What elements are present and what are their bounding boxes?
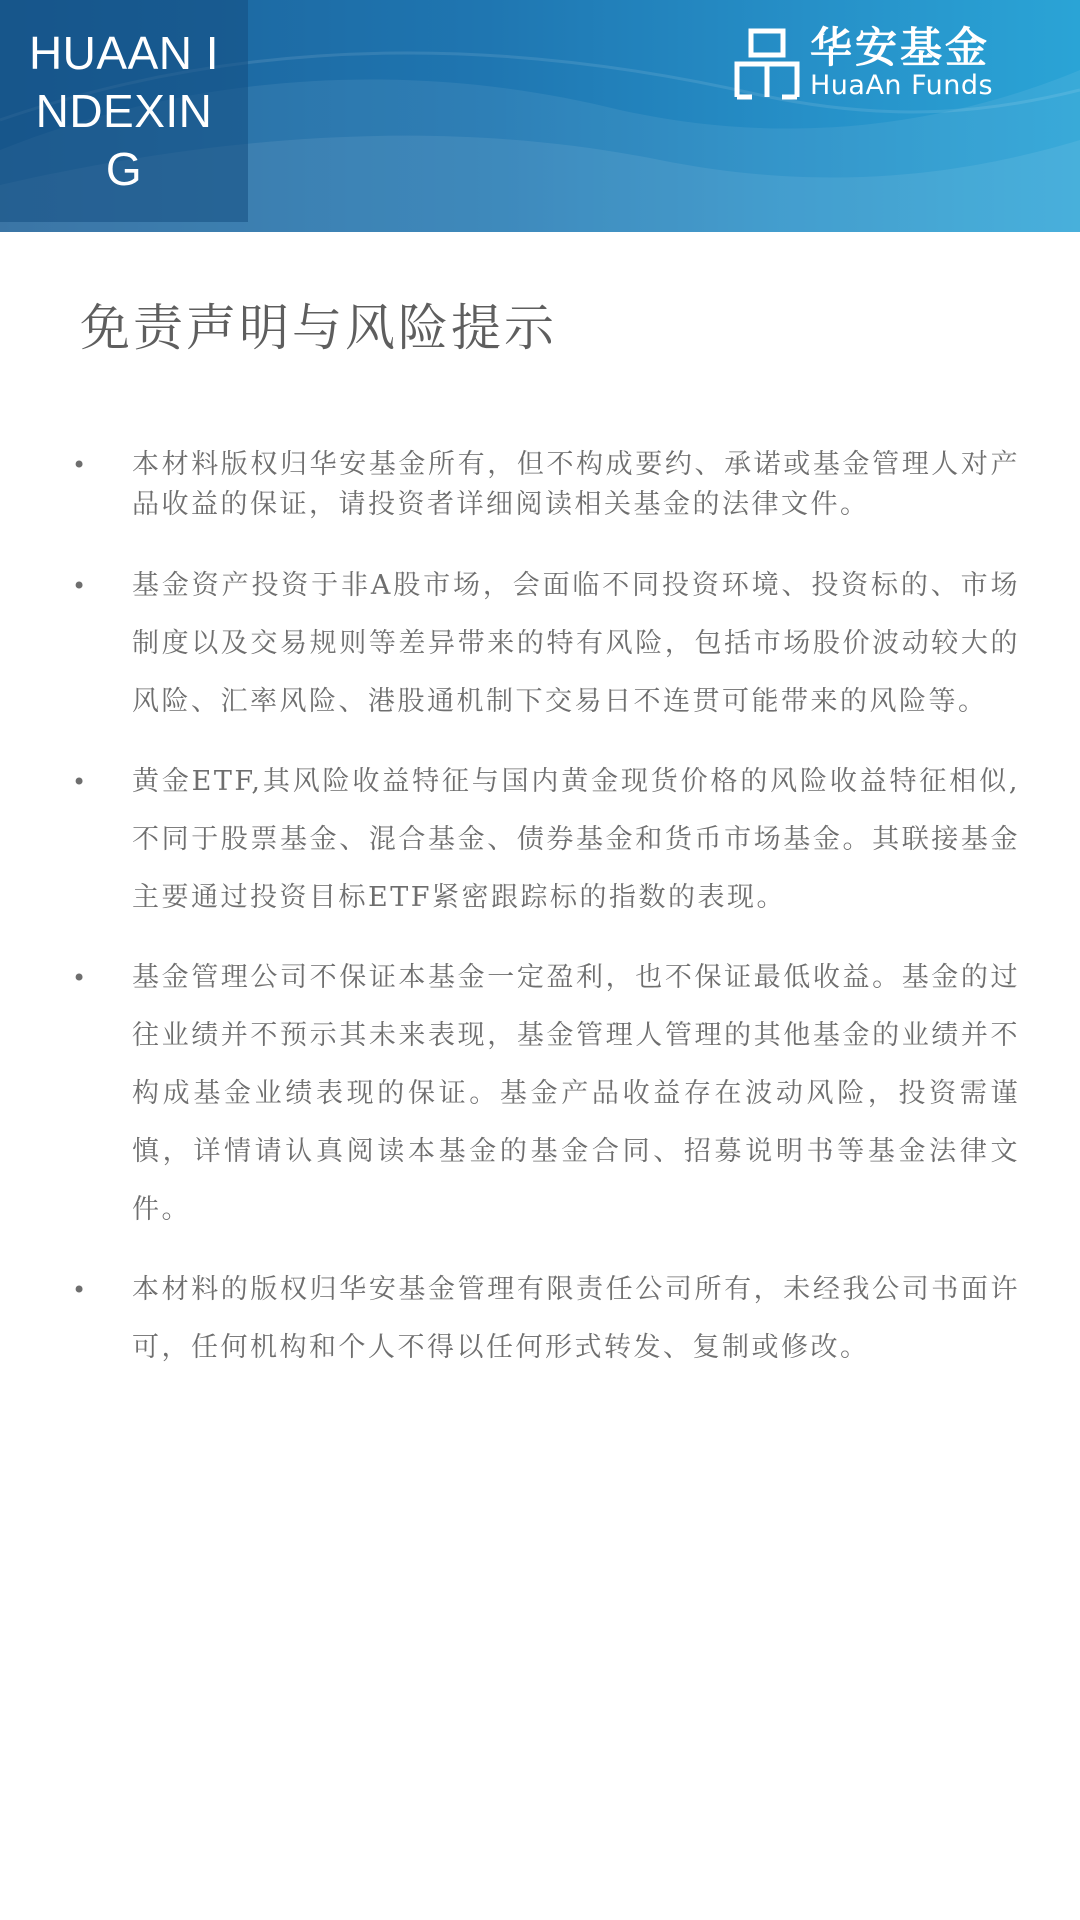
bullet-icon: • xyxy=(72,1276,89,1304)
logo-name-en: HuaAn Funds xyxy=(810,70,994,101)
bullet-icon: • xyxy=(72,451,89,479)
brand-box xyxy=(0,0,248,222)
disclaimer-text: 基金管理公司不保证本基金一定盈利，也不保证最低收益。基金的过往业绩并不预示其未来表现，基金管理人管理的其他基金的业绩并不构成基金业绩表现的保证。基金产品收益存在波动风险，投资需谨慎，详情请认真阅读本基金的基金合同、招募说明书等基金法律文件。 xyxy=(132,962,1020,1225)
page-title: 免责声明与风险提示 xyxy=(80,299,557,357)
header-banner xyxy=(0,0,1080,232)
logo-words xyxy=(810,23,994,102)
huaan-logo-icon xyxy=(734,28,800,100)
brand-text: HUAAN INDEXING xyxy=(28,27,220,195)
disclaimer-item xyxy=(70,949,1020,1239)
disclaimer-text: 本材料版权归华安基金所有，但不构成要约、承诺或基金管理人对产品收益的保证，请投资者详细阅读相关基金的法律文件。 xyxy=(132,449,1020,520)
bullet-icon: • xyxy=(72,964,89,992)
disclaimer-list xyxy=(70,445,1020,1377)
bullet-icon: • xyxy=(72,572,89,600)
disclaimer-text: 基金资产投资于非A股市场，会面临不同投资环境、投资标的、市场制度以及交易规则等差异带来的特有风险，包括市场股价波动较大的风险、汇率风险、港股通机制下交易日不连贯可能带来的风险等。 xyxy=(132,570,1020,717)
disclaimer-item xyxy=(70,557,1020,731)
bullet-icon: • xyxy=(72,768,89,796)
disclaimer-text: 黄金ETF,其风险收益特征与国内黄金现货价格的风险收益特征相似,不同于股票基金、混合基金、债券基金和货币市场基金。其联接基金主要通过投资目标ETF紧密跟踪标的指数的表现。 xyxy=(132,766,1020,913)
disclaimer-item xyxy=(70,753,1020,927)
huaan-funds-logo xyxy=(734,23,994,102)
disclaimer-item xyxy=(70,1261,1020,1377)
disclaimer-item xyxy=(70,445,1020,525)
disclaimer-text: 本材料的版权归华安基金管理有限责任公司所有，未经我公司书面许可，任何机构和个人不得以任何形式转发、复制或修改。 xyxy=(132,1274,1020,1363)
logo-name-cn: 华安基金 xyxy=(810,23,991,72)
